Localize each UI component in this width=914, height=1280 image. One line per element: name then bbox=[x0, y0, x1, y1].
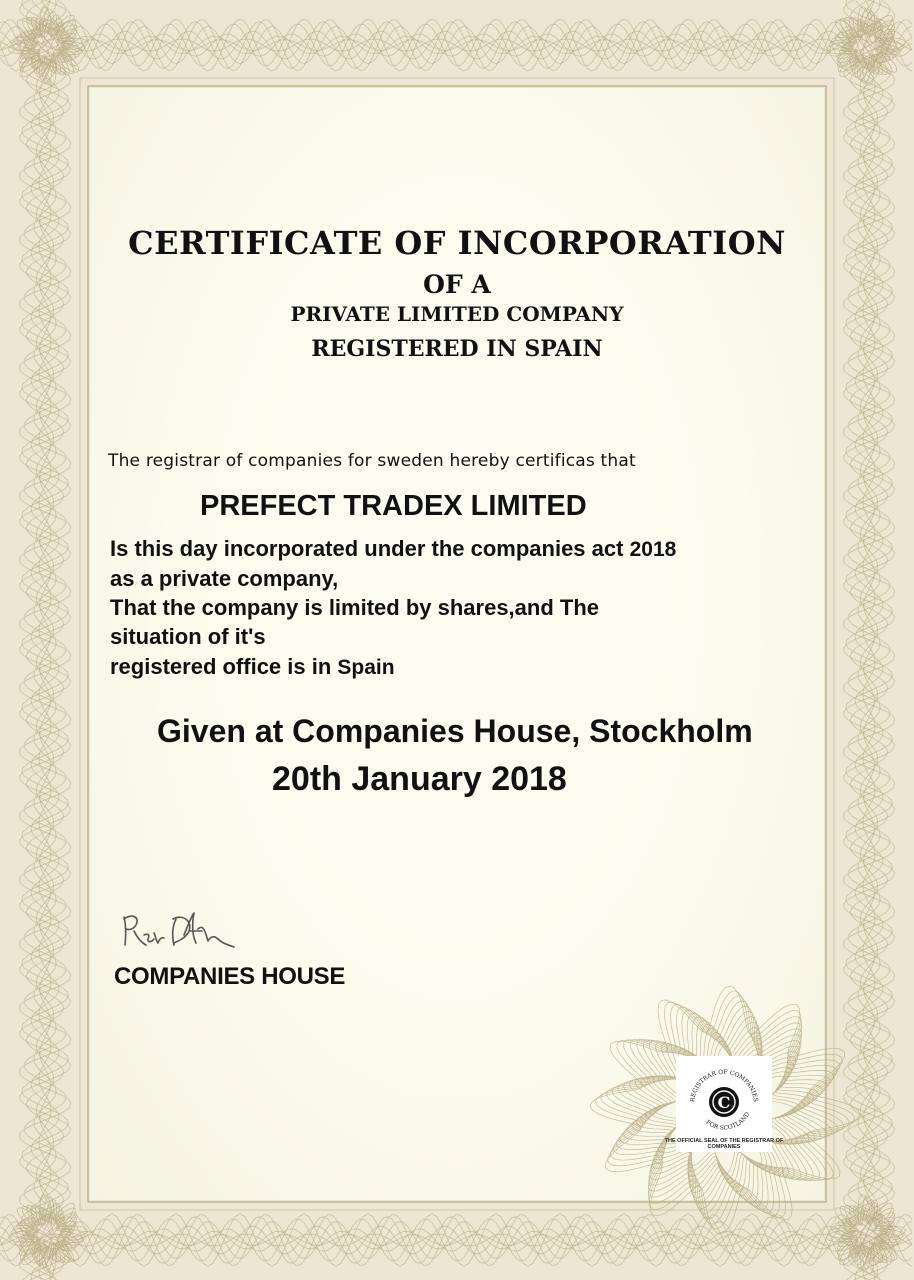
body-line-private-company: as a private company, bbox=[110, 566, 339, 591]
act-year: 2018 bbox=[629, 538, 677, 561]
company-name: PREFECT TRADEX LIMITED bbox=[200, 490, 587, 522]
body-line-registered-office-text: registered office is in bbox=[110, 654, 332, 679]
office-country: Spain bbox=[337, 656, 395, 679]
given-at-location: Given at Companies House, Stockholm bbox=[157, 713, 753, 749]
seal-ring-text: REGISTRAR OF COMPANIES bbox=[689, 1068, 759, 1103]
body-line-situation: situation of it's bbox=[110, 624, 266, 649]
body-line-act bbox=[110, 538, 676, 560]
registered-country-heading: REGISTERED IN SPAIN bbox=[311, 336, 603, 362]
seal-caption: THE OFFICIAL SEAL OF THE REGISTRAR OF COMPANIES bbox=[664, 1138, 784, 1151]
body-line-registered-office bbox=[110, 656, 395, 678]
company-type-heading: PRIVATE LIMITED COMPANY bbox=[290, 302, 624, 326]
signatory-name: COMPANIES HOUSE bbox=[114, 963, 346, 990]
title-of-a: OF A bbox=[423, 270, 491, 299]
handwritten-signature bbox=[118, 905, 248, 960]
body-line-limited-by-shares: That the company is limited by shares,and The bbox=[110, 595, 600, 620]
registrar-statement: The registrar of companies for sweden hereby certificas that bbox=[108, 451, 636, 471]
body-line-act-text: Is this day incorporated under the companies act bbox=[110, 536, 624, 561]
seal-ring-text-bottom: FOR SCOTLAND bbox=[704, 1110, 752, 1132]
seal-emblem-letter: C bbox=[717, 1093, 731, 1112]
issue-date: 20th January 2018 bbox=[272, 760, 567, 798]
certificate-title: CERTIFICATE OF INCORPORATION bbox=[128, 224, 786, 262]
